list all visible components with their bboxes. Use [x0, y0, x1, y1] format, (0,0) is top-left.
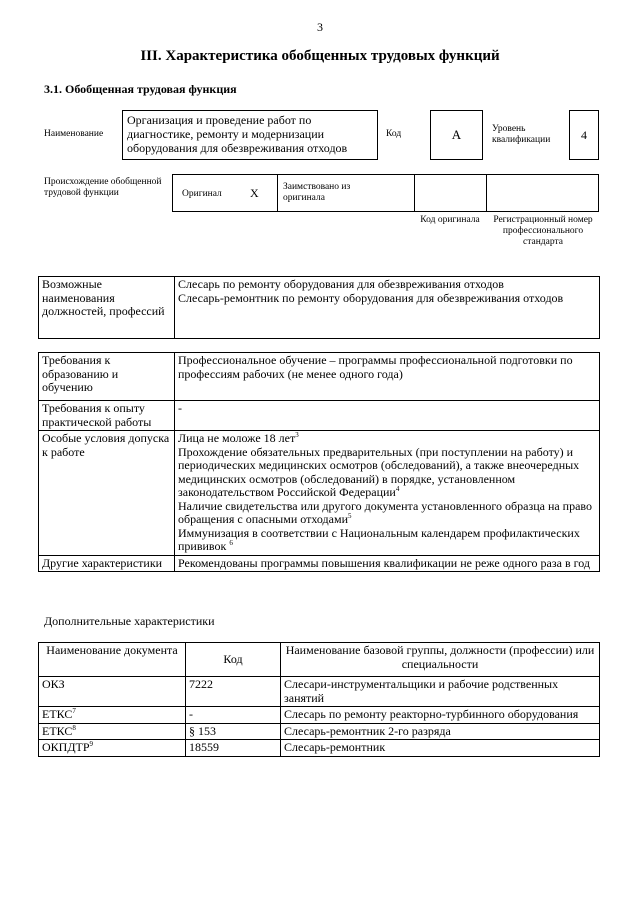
additional-table	[38, 642, 600, 757]
code-cell: 7222	[186, 677, 281, 707]
level-value: 4	[569, 110, 599, 160]
code-cell: -	[186, 707, 281, 724]
divider	[414, 174, 415, 212]
divider	[277, 174, 278, 212]
doc-cell: ЕТКС$^8$	[39, 723, 186, 740]
header-document: Наименование документа	[39, 643, 186, 677]
divider	[486, 174, 487, 212]
position-item: Слесарь-ремонтник по ремонту оборудования для обезвреживания отходов	[178, 290, 564, 305]
code-value: А	[430, 110, 483, 160]
experience-value: -	[175, 401, 600, 431]
conditions-label: Особые условия допуска к работе	[39, 431, 175, 556]
name-cell: Слесарь-ремонтник	[281, 740, 600, 757]
name-label: Наименование	[44, 129, 104, 139]
requirements-table	[38, 352, 600, 572]
subsection-title: 3.1. Обобщенная трудовая функция	[44, 82, 237, 96]
code-label: Код	[386, 129, 402, 139]
table-row	[39, 740, 600, 757]
footnote-ref: 5	[348, 512, 352, 520]
code-cell: § 153	[186, 723, 281, 740]
table-row	[39, 707, 600, 724]
footnote-ref: 7	[72, 707, 76, 715]
experience-label: Требования к опыту практической работы	[39, 401, 175, 431]
positions-label: Возможные наименования должностей, профессий	[39, 277, 175, 339]
original-mark: X	[250, 186, 259, 200]
footnote-ref: 9	[89, 740, 94, 748]
positions-table	[38, 276, 600, 339]
reg-number-caption: Регистрационный номер профессионального стандарта	[493, 215, 593, 247]
footnote-ref: 6	[229, 539, 233, 547]
header-name: Наименование базовой группы, должности (профессии) или специальности	[281, 643, 600, 677]
header-code: Код	[186, 643, 281, 677]
footnote-ref: 8	[72, 723, 76, 732]
condition-item: Прохождение обязательных предварительных (при поступлении на работу) и периодических медицинских осмотров (обследований), а также внеочередных медицинских осмотров (обследований) в порядке, установленном законодательством Российской Федерации$^4$	[178, 444, 580, 499]
page-number: 3	[317, 20, 323, 34]
condition-item: Наличие свидетельства или другого документа установленного образца на право обращения с опасными отходами$^5$	[178, 498, 593, 526]
conditions-values	[175, 431, 600, 556]
name-cell: Слесари-инструментальщики и рабочие родственных занятий	[281, 677, 600, 707]
education-value: Профессиональное обучение – программы профессиональной подготовки по профессиям рабочих (не менее одного года)	[175, 353, 600, 401]
original-label: Оригинал	[182, 189, 222, 199]
other-label: Другие характеристики	[39, 555, 175, 572]
footnote-ref: 3	[295, 431, 299, 439]
table-row	[39, 677, 600, 707]
code-original-caption: Код оригинала	[420, 215, 480, 225]
education-label: Требования к образованию и обучению	[39, 353, 175, 401]
doc-cell: ЕТКС$^7$	[39, 707, 186, 724]
name-value: Организация и проведение работ по диагностике, ремонту и модернизации оборудования для обезвреживания отходов	[122, 110, 378, 160]
name-cell: Слесарь по ремонту реакторно-турбинного оборудования	[281, 707, 600, 724]
condition-item: Иммунизация в соответствии с Национальным календарем профилактических прививок $^6$	[178, 525, 580, 553]
additional-heading: Дополнительные характеристики	[44, 614, 215, 628]
code-cell: 18559	[186, 740, 281, 757]
doc-cell: ОКЗ	[39, 677, 186, 707]
other-value: Рекомендованы программы повышения квалификации не реже одного раза в год	[175, 555, 600, 572]
name-cell: Слесарь-ремонтник 2-го разряда	[281, 723, 600, 740]
doc-cell: ОКПДТР$^9$	[39, 740, 186, 757]
borrowed-label: Заимствовано из оригинала	[283, 182, 351, 203]
position-item: Слесарь по ремонту оборудования для обезвреживания отходов	[178, 277, 504, 291]
positions-values	[175, 277, 600, 339]
footnote-ref: 4	[395, 485, 400, 493]
table-row	[39, 723, 600, 740]
section-title: III. Характеристика обобщенных трудовых функций	[140, 48, 500, 64]
origin-label: Происхождение обобщенной трудовой функции	[44, 177, 162, 198]
condition-item: Лица не моложе 18 лет$^3$	[178, 431, 299, 445]
level-label: Уровень квалификации	[492, 124, 551, 145]
